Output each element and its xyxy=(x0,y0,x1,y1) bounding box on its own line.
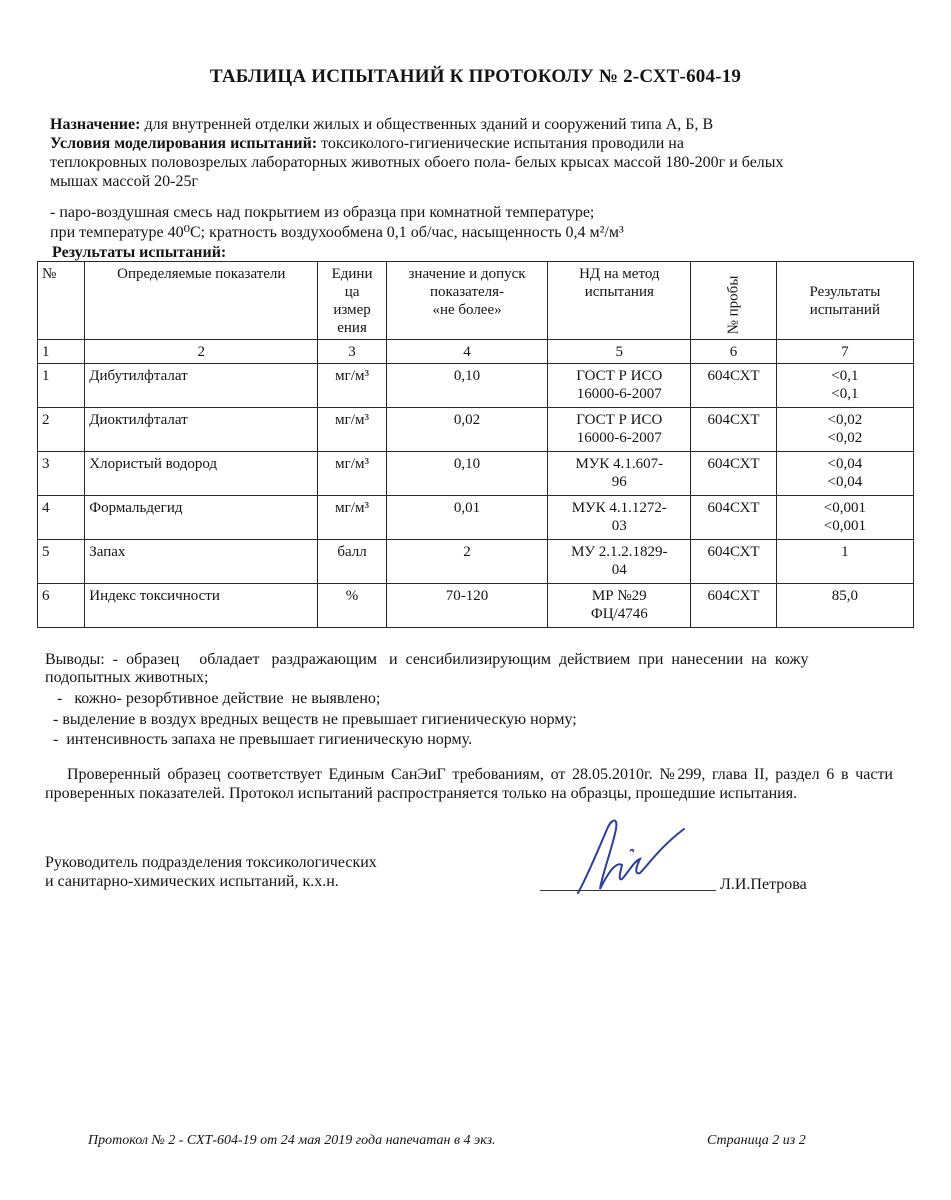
row-value: 0,02 xyxy=(386,408,548,452)
col-number: 6 xyxy=(691,340,776,364)
table-row xyxy=(38,408,914,452)
row-method: МУК 4.1.607- 96 xyxy=(548,452,691,496)
col-number: 3 xyxy=(318,340,386,364)
row-sample: 604СХТ xyxy=(691,584,776,628)
purpose-label: Назначение: xyxy=(50,116,141,133)
conclusions-line-2: подопытных животных; xyxy=(45,669,209,686)
row-unit: мг/м³ xyxy=(318,452,386,496)
row-sample: 604СХТ xyxy=(691,364,776,408)
row-number: 5 xyxy=(38,540,85,584)
col-number: 4 xyxy=(386,340,548,364)
header-sample: № пробы xyxy=(691,262,776,340)
header-number: № xyxy=(38,262,85,340)
row-unit: % xyxy=(318,584,386,628)
compliance-paragraph: Проверенный образец соответствует Единым СанЭиГ требованиям, от 28.05.2010г. №299, глава II, раздел 6 в части проверенных показателей. Протокол испытаний распространяется только на образцы, прошедшие испытания. xyxy=(45,766,893,802)
signature-line xyxy=(540,890,716,891)
footer-protocol: Протокол № 2 - СХТ-604-19 от 24 мая 2019 года напечатан в 4 экз. xyxy=(88,1133,496,1148)
row-sample: 604СХТ xyxy=(691,452,776,496)
row-value: 0,10 xyxy=(386,452,548,496)
signatory-title xyxy=(45,853,377,891)
header-method: НД на метод испытания xyxy=(548,262,691,340)
row-indicator: Дибутилфталат xyxy=(85,364,318,408)
header-indicator: Определяемые показатели xyxy=(85,262,318,340)
row-method: МУК 4.1.1272- 03 xyxy=(548,496,691,540)
row-unit: мг/м³ xyxy=(318,364,386,408)
row-number: 6 xyxy=(38,584,85,628)
page-title: ТАБЛИЦА ИСПЫТАНИЙ К ПРОТОКОЛУ № 2-СХТ-604-19 xyxy=(209,66,742,87)
row-number: 3 xyxy=(38,452,85,496)
conclusions-line-4: - выделение в воздух вредных веществ не превышает гигиеническую норму; xyxy=(45,711,577,728)
row-method: МР №29 ФЦ/4746 xyxy=(548,584,691,628)
col-number: 2 xyxy=(85,340,318,364)
table-row xyxy=(38,452,914,496)
purpose-line xyxy=(50,115,930,134)
signatory-line-1: Руководитель подразделения токсикологических xyxy=(45,854,377,871)
row-result: <0,02 <0,02 xyxy=(776,408,913,452)
header-value: значение и допуск показателя- «не более» xyxy=(386,262,548,340)
col-number: 5 xyxy=(548,340,691,364)
handwritten-signature xyxy=(560,815,700,900)
row-result: <0,04 <0,04 xyxy=(776,452,913,496)
row-number: 4 xyxy=(38,496,85,540)
conclusions-line-3: - кожно- резорбтивное действие не выявлено; xyxy=(45,690,381,707)
row-sample: 604СХТ xyxy=(691,540,776,584)
results-title: Результаты испытаний: xyxy=(52,244,227,261)
col-number: 1 xyxy=(38,340,85,364)
row-sample: 604СХТ xyxy=(691,496,776,540)
row-number: 2 xyxy=(38,408,85,452)
row-value: 70-120 xyxy=(386,584,548,628)
conclusions-line-1: Выводы: - образец обладает раздражающим и сенсибилизирующим действием при нанесении на кожу xyxy=(45,651,809,668)
col-number: 7 xyxy=(776,340,913,364)
header-unit: Едини ца измер ения xyxy=(318,262,386,340)
row-value: 0,01 xyxy=(386,496,548,540)
row-sample: 604СХТ xyxy=(691,408,776,452)
conclusions-line-5: - интенсивность запаха не превышает гигиеническую норму. xyxy=(45,731,473,748)
row-indicator: Хлористый водород xyxy=(85,452,318,496)
row-unit: балл xyxy=(318,540,386,584)
signatory-name: Л.И.Петрова xyxy=(720,876,807,893)
row-indicator: Запах xyxy=(85,540,318,584)
row-number: 1 xyxy=(38,364,85,408)
row-indicator: Формальдегид xyxy=(85,496,318,540)
row-result: 1 xyxy=(776,540,913,584)
row-value: 2 xyxy=(386,540,548,584)
signatory-line-2: и санитарно-химических испытаний, к.х.н. xyxy=(45,873,339,890)
conditions-label: Условия моделирования испытаний: xyxy=(50,135,318,152)
row-unit: мг/м³ xyxy=(318,408,386,452)
column-number-row xyxy=(38,340,914,364)
conditions-line-4: - паро-воздушная смесь над покрытием из образца при комнатной температуре; xyxy=(50,204,595,221)
footer-page-number: Страница 2 из 2 xyxy=(707,1133,806,1148)
conditions-line xyxy=(50,134,930,153)
row-indicator: Индекс токсичности xyxy=(85,584,318,628)
conditions-line-5: при температуре 40⁰С; кратность воздухообмена 0,1 об/час, насыщенность 0,4 м²/м³ xyxy=(50,224,624,241)
row-value: 0,10 xyxy=(386,364,548,408)
row-result: <0,001 <0,001 xyxy=(776,496,913,540)
row-unit: мг/м³ xyxy=(318,496,386,540)
row-indicator: Диоктилфталат xyxy=(85,408,318,452)
conditions-line-3: мышах массой 20-25г xyxy=(50,173,199,190)
table-row xyxy=(38,584,914,628)
row-result: <0,1 <0,1 xyxy=(776,364,913,408)
results-table xyxy=(37,261,914,628)
purpose-text: для внутренней отделки жилых и общественных зданий и сооружений типа А, Б, В xyxy=(140,116,714,133)
table-row xyxy=(38,496,914,540)
row-method: ГОСТ Р ИСО 16000-6-2007 xyxy=(548,408,691,452)
conditions-text: токсиколого-гигиенические испытания проводили на xyxy=(317,135,684,152)
row-method: МУ 2.1.2.1829- 04 xyxy=(548,540,691,584)
table-row xyxy=(38,364,914,408)
table-header-row xyxy=(38,262,914,340)
header-result: Результаты испытаний xyxy=(776,262,913,340)
row-method: ГОСТ Р ИСО 16000-6-2007 xyxy=(548,364,691,408)
table-row xyxy=(38,540,914,584)
row-result: 85,0 xyxy=(776,584,913,628)
conditions-line-2: теплокровных половозрелых лабораторных животных обоего пола- белых крысах массой 180-200г и белых xyxy=(50,154,784,171)
